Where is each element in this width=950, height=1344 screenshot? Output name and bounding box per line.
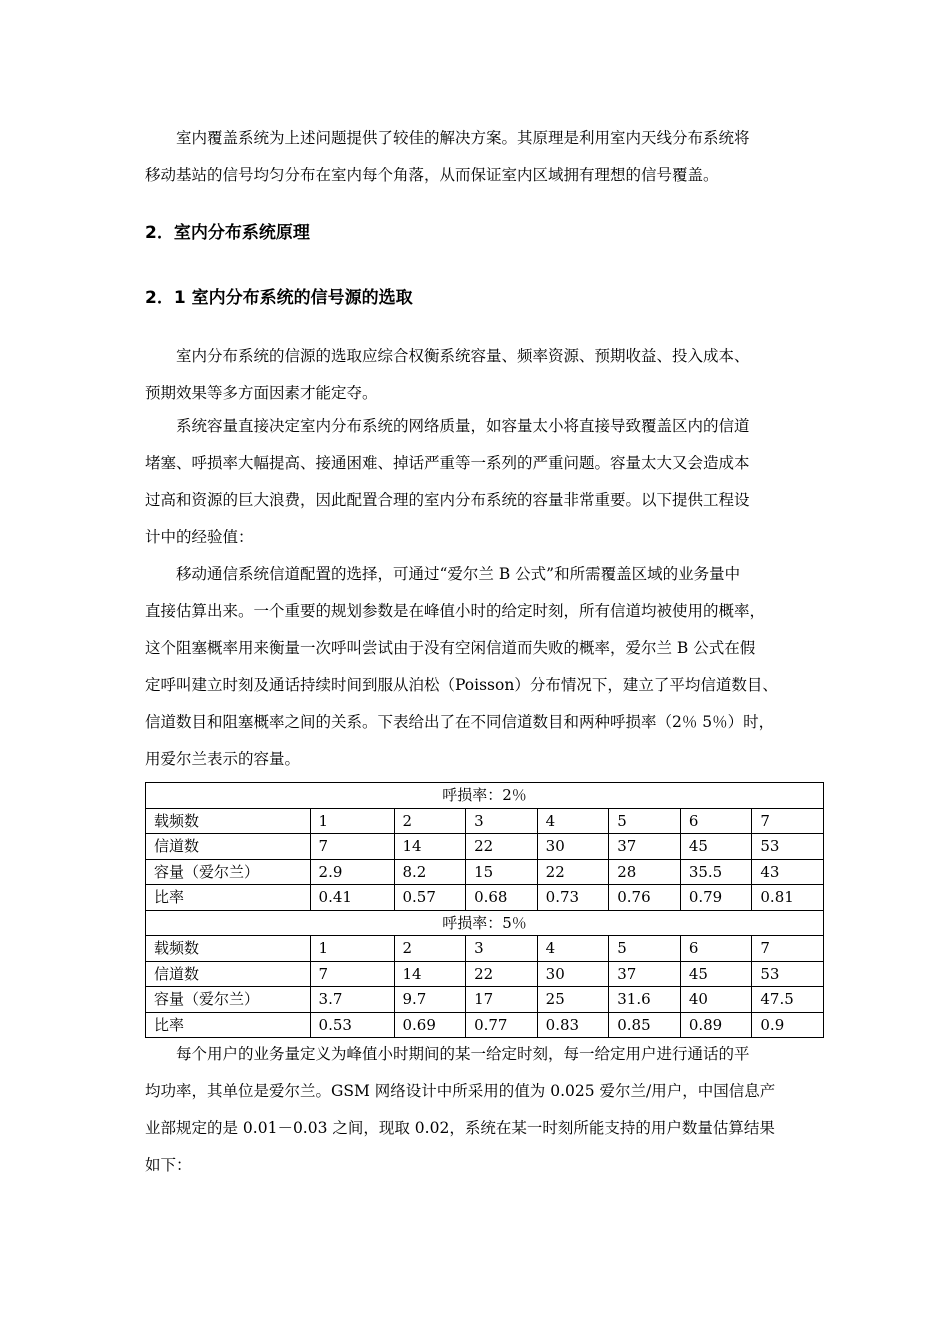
row-label: 载频数 — [146, 936, 311, 962]
table-cell: 45 — [680, 961, 752, 987]
table-cell: 15 — [466, 859, 538, 885]
text-line: 计中的经验值： — [145, 528, 254, 546]
paragraph-traffic-per-user — [145, 1036, 805, 1184]
table-cell: 37 — [609, 834, 681, 860]
text-line: 堵塞、呼损率大幅提高、接通困难、掉话严重等一系列的严重问题。容量太大又会造成本 — [145, 454, 750, 472]
table-cell: 5 — [609, 936, 681, 962]
text-line: 用爱尔兰表示的容量。 — [145, 750, 301, 768]
table-cell: 3 — [466, 936, 538, 962]
text-line: 移动通信系统信道配置的选择，可通过“爱尔兰 B 公式”和所需覆盖区域的业务量中 — [176, 565, 741, 583]
table-section-header — [146, 783, 824, 809]
table-cell: 7 — [752, 808, 824, 834]
table-cell: 0.89 — [680, 1012, 752, 1038]
table-cell: 0.76 — [609, 885, 681, 911]
table-cell: 6 — [680, 936, 752, 962]
table-cell: 0.77 — [466, 1012, 538, 1038]
table-cell: 1 — [310, 936, 394, 962]
table-cell: 3.7 — [310, 987, 394, 1013]
table-cell: 53 — [752, 961, 824, 987]
table-cell: 0.69 — [394, 1012, 466, 1038]
paragraph-erlang-b — [145, 556, 805, 778]
row-label: 信道数 — [146, 961, 311, 987]
table-cell: 0.9 — [752, 1012, 824, 1038]
row-label: 载频数 — [146, 808, 311, 834]
table-cell: 22 — [537, 859, 609, 885]
table-row — [146, 987, 824, 1013]
table-cell: 17 — [466, 987, 538, 1013]
table-cell: 8.2 — [394, 859, 466, 885]
row-label: 容量（爱尔兰） — [146, 859, 311, 885]
table-cell: 22 — [466, 834, 538, 860]
text-line: 系统容量直接决定室内分布系统的网络质量，如容量太小将直接导致覆盖区内的信道 — [176, 417, 750, 435]
table-cell: 9.7 — [394, 987, 466, 1013]
table-cell: 0.83 — [537, 1012, 609, 1038]
table-cell: 30 — [537, 961, 609, 987]
table-cell: 14 — [394, 961, 466, 987]
table-cell: 30 — [537, 834, 609, 860]
text-line: 直接估算出来。一个重要的规划参数是在峰值小时的给定时刻，所有信道均被使用的概率， — [145, 602, 766, 620]
table-cell: 35.5 — [680, 859, 752, 885]
table-cell: 53 — [752, 834, 824, 860]
table-row — [146, 885, 824, 911]
text-line: 室内分布系统的信源的选取应综合权衡系统容量、频率资源、预期收益、投入成本、 — [176, 347, 750, 365]
text-line: 每个用户的业务量定义为峰值小时期间的某一给定时刻，每一给定用户进行通话的平 — [176, 1045, 750, 1063]
table-row — [146, 808, 824, 834]
table-cell: 47.5 — [752, 987, 824, 1013]
table-cell: 3 — [466, 808, 538, 834]
table-cell: 2 — [394, 936, 466, 962]
table-cell: 31.6 — [609, 987, 681, 1013]
table-row — [146, 961, 824, 987]
text-line: 业部规定的是 0.01－0.03 之间，现取 0.02，系统在某一时刻所能支持的用户数量估算结果 — [145, 1119, 775, 1137]
table-cell: 0.85 — [609, 1012, 681, 1038]
text-line: 信道数目和阻塞概率之间的关系。下表给出了在不同信道数目和两种呼损率（2％ 5％）时， — [145, 713, 775, 731]
table-cell: 5 — [609, 808, 681, 834]
text-line: 如下： — [145, 1156, 192, 1174]
paragraph-capacity — [145, 408, 805, 556]
table-cell: 0.79 — [680, 885, 752, 911]
table-section-header — [146, 910, 824, 936]
table-cell: 0.41 — [310, 885, 394, 911]
section-title: 呼损率：5％ — [146, 910, 824, 936]
table-cell: 4 — [537, 808, 609, 834]
text-line: 移动基站的信号均匀分布在室内每个角落，从而保证室内区域拥有理想的信号覆盖。 — [145, 166, 719, 184]
table-cell: 22 — [466, 961, 538, 987]
table-cell: 6 — [680, 808, 752, 834]
text-line: 均功率，其单位是爱尔兰。GSM 网络设计中所采用的值为 0.025 爱尔兰/用户，中国信息产 — [145, 1082, 776, 1100]
table-row — [146, 936, 824, 962]
subsection-heading: 2．1 室内分布系统的信号源的选取 — [145, 288, 413, 308]
table-cell: 1 — [310, 808, 394, 834]
row-label: 容量（爱尔兰） — [146, 987, 311, 1013]
paragraph-signal-source — [145, 338, 805, 412]
table-cell: 37 — [609, 961, 681, 987]
table-cell: 7 — [310, 834, 394, 860]
table-row — [146, 834, 824, 860]
row-label: 信道数 — [146, 834, 311, 860]
table-cell: 7 — [752, 936, 824, 962]
table-cell: 0.68 — [466, 885, 538, 911]
table-cell: 0.73 — [537, 885, 609, 911]
table-cell: 28 — [609, 859, 681, 885]
table-row — [146, 1012, 824, 1038]
table-cell: 2.9 — [310, 859, 394, 885]
table-cell: 4 — [537, 936, 609, 962]
table-cell: 2 — [394, 808, 466, 834]
text-line: 定呼叫建立时刻及通话持续时间到服从泊松（Poisson）分布情况下，建立了平均信道数目、 — [145, 676, 778, 694]
erlang-capacity-table — [145, 782, 824, 1038]
table-row — [146, 859, 824, 885]
text-line: 过高和资源的巨大浪费，因此配置合理的室内分布系统的容量非常重要。以下提供工程设 — [145, 491, 750, 509]
table-cell: 7 — [310, 961, 394, 987]
table-cell: 0.57 — [394, 885, 466, 911]
section-title: 呼损率：2％ — [146, 783, 824, 809]
table-cell: 45 — [680, 834, 752, 860]
table-cell: 40 — [680, 987, 752, 1013]
paragraph-solution — [145, 120, 805, 194]
row-label: 比率 — [146, 1012, 311, 1038]
table-cell: 25 — [537, 987, 609, 1013]
section-heading: 2．室内分布系统原理 — [145, 223, 310, 243]
table-cell: 14 — [394, 834, 466, 860]
text-line: 室内覆盖系统为上述问题提供了较佳的解决方案。其原理是利用室内天线分布系统将 — [176, 129, 750, 147]
row-label: 比率 — [146, 885, 311, 911]
text-line: 这个阻塞概率用来衡量一次呼叫尝试由于没有空闲信道而失败的概率，爱尔兰 B 公式在假 — [145, 639, 756, 657]
table-cell: 0.81 — [752, 885, 824, 911]
text-line: 预期效果等多方面因素才能定夺。 — [145, 384, 378, 402]
table-cell: 0.53 — [310, 1012, 394, 1038]
table-cell: 43 — [752, 859, 824, 885]
